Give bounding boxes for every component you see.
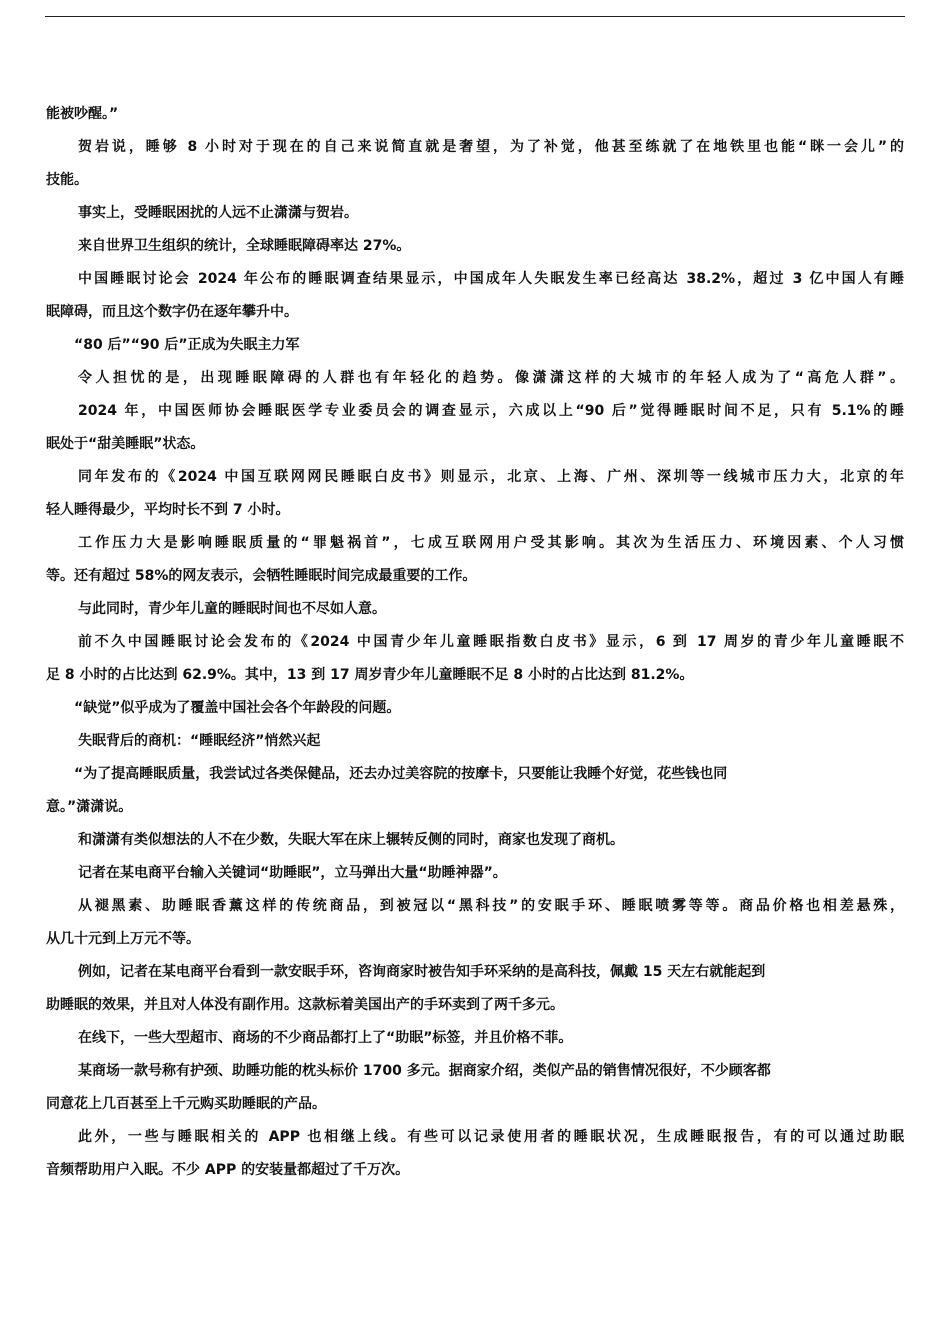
text-line: 同年发布的《2024 中国互联网网民睡眠白皮书》则显示，北京、上海、广州、深圳等一线城市压力大，北京的年: [78, 469, 904, 485]
text-line: “80 后”“90 后”正成为失眠主力军: [74, 337, 300, 353]
text-line: 足 8 小时的占比达到 62.9%。其中，13 到 17 周岁青少年儿童睡眠不足 8 小时的占比达到 81.2%。: [46, 667, 694, 683]
text-line: “为了提高睡眠质量，我尝试过各类保健品，还去办过美容院的按摩卡，只要能让我睡个好觉，花些钱也同: [74, 766, 728, 782]
text-line: 同意花上几百甚至上千元购买助睡眠的产品。: [46, 1096, 326, 1112]
text-line: “缺觉”似乎成为了覆盖中国社会各个年龄段的问题。: [74, 700, 401, 716]
text-line: 工作压力大是影响睡眠质量的“罪魁祸首”，七成互联网用户受其影响。其次为生活压力、环境因素、个人习惯: [78, 535, 904, 551]
text-line: 和潇潇有类似想法的人不在少数，失眠大军在床上辗转反侧的同时，商家也发现了商机。: [78, 832, 624, 848]
text-line: 意。”潇潇说。: [46, 799, 133, 815]
text-line: 轻人睡得最少，平均时长不到 7 小时。: [46, 502, 290, 518]
text-line: 眠处于“甜美睡眠”状态。: [46, 436, 205, 452]
text-line: 失眠背后的商机：“睡眠经济”悄然兴起: [78, 733, 321, 749]
text-line: 助睡眠的效果，并且对人体没有副作用。这款标着美国出产的手环卖到了两千多元。: [46, 997, 564, 1013]
text-line: 从褪黑素、助睡眠香薰这样的传统商品，到被冠以“黑科技”的安眠手环、睡眠喷雾等等。商品价格也相差悬殊，: [78, 898, 904, 914]
text-line: 从几十元到上万元不等。: [46, 931, 200, 947]
text-line: 2024 年，中国医师协会睡眠医学专业委员会的调查显示，六成以上“90 后”觉得睡眠时间不足，只有 5.1%的睡: [78, 403, 904, 419]
text-line: 来自世界卫生组织的统计，全球睡眠障碍率达 27%。: [78, 238, 411, 254]
text-line: 例如，记者在某电商平台看到一款安眠手环，咨询商家时被告知手环采纳的是高科技，佩戴 15 天左右就能起到: [78, 964, 766, 980]
text-line: 音频帮助用户入眠。不少 APP 的安装量都超过了千万次。: [46, 1162, 410, 1178]
article-body: [46, 98, 904, 1187]
text-line: 与此同时，青少年儿童的睡眠时间也不尽如人意。: [78, 601, 386, 617]
text-line: 在线下，一些大型超市、商场的不少商品都打上了“助眠”标签，并且价格不菲。: [78, 1030, 573, 1046]
text-line: 令人担忧的是，出现睡眠障碍的人群也有年轻化的趋势。像潇潇这样的大城市的年轻人成为了“高危人群”。: [78, 370, 904, 386]
text-line: 事实上，受睡眠困扰的人远不止潇潇与贺岩。: [78, 205, 358, 221]
text-line: 某商场一款号称有护颈、助睡功能的枕头标价 1700 多元。据商家介绍，类似产品的销售情况很好，不少顾客都: [78, 1063, 771, 1079]
text-line: 前不久中国睡眠讨论会发布的《2024 中国青少年儿童睡眠指数白皮书》显示，6 到 17 周岁的青少年儿童睡眠不: [78, 634, 904, 650]
text-line: 贺岩说，睡够 8 小时对于现在的自己来说简直就是奢望，为了补觉，他甚至练就了在地铁里也能“眯一会儿”的: [78, 139, 904, 155]
text-line: 此外，一些与睡眠相关的 APP 也相继上线。有些可以记录使用者的睡眠状况，生成睡眠报告，有的可以通过助眠: [78, 1129, 904, 1145]
text-line: 中国睡眠讨论会 2024 年公布的睡眠调查结果显示，中国成年人失眠发生率已经高达 38.2%，超过 3 亿中国人有睡: [78, 271, 904, 287]
text-line: 眠障碍，而且这个数字仍在逐年攀升中。: [46, 304, 298, 320]
text-line: 能被吵醒。”: [46, 106, 119, 122]
text-line: 技能。: [46, 172, 88, 188]
text-line: 等。还有超过 58%的网友表示，会牺牲睡眠时间完成最重要的工作。: [46, 568, 477, 584]
top-rule: [45, 16, 905, 17]
text-line: 记者在某电商平台输入关键词“助睡眠”，立马弹出大量“助睡神器”。: [78, 865, 507, 881]
